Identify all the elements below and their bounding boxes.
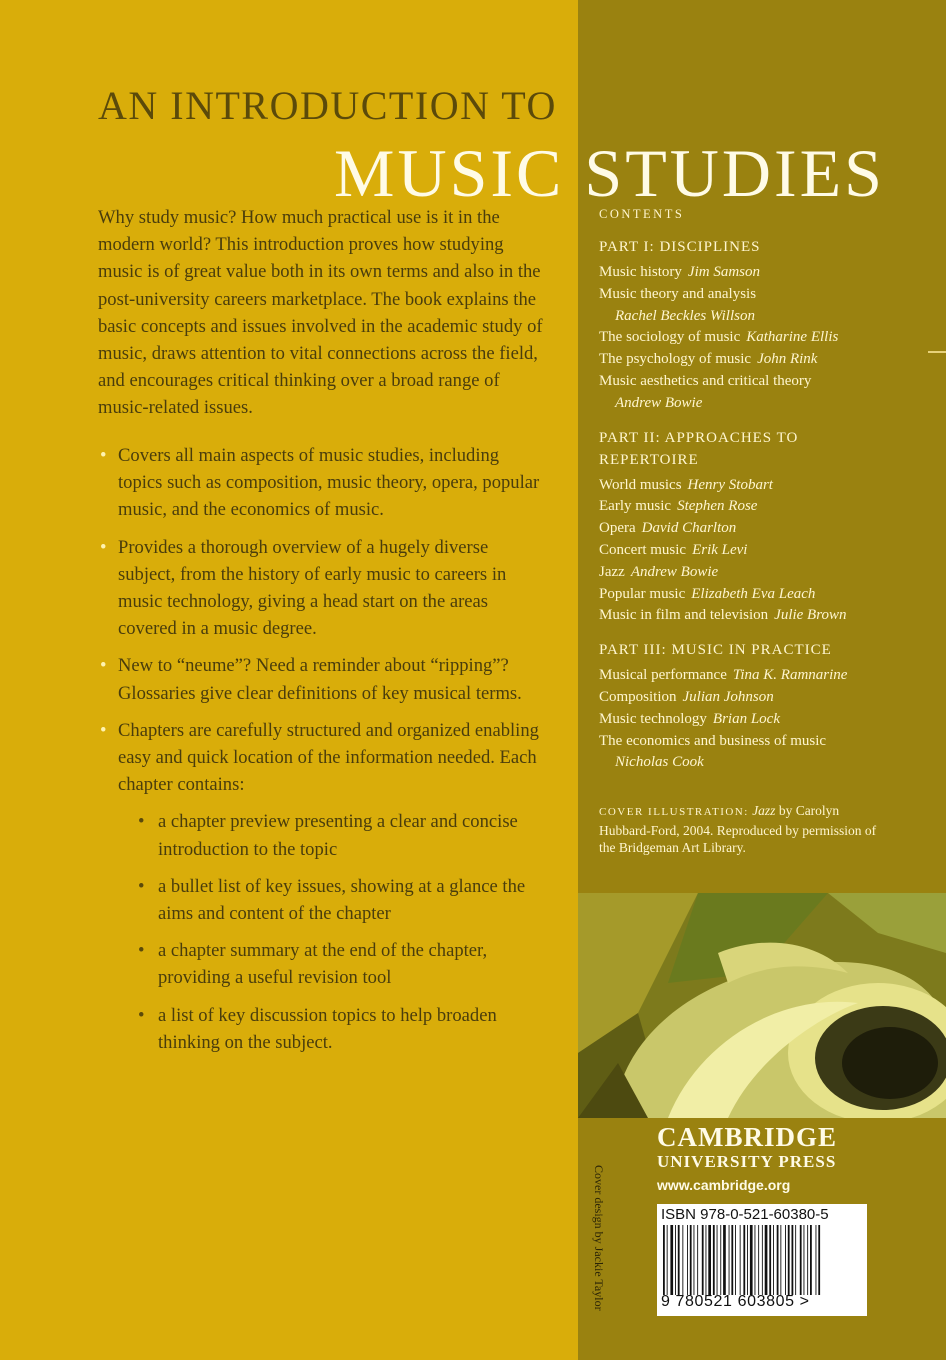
- chapter-author: Tina K. Ramnarine: [732, 667, 848, 684]
- intro-text: Why study music? How much practical use is it in the modern world? This introduction proves how studying music is of great value both in its own terms and also in the post-university careers marketplace. The book explains the basic concepts and issues involved in the academic study of music, draws attention to vital connections across the field, and encourages critical thinking over a broad range of music-related issues.: [98, 207, 543, 419]
- barcode-bar: [706, 1225, 707, 1295]
- barcode-bar: [670, 1225, 673, 1295]
- chapter-author: Rachel Beckles Willson: [615, 307, 755, 324]
- chapter-title: Concert music: [599, 541, 687, 558]
- barcode-bar: [785, 1225, 786, 1295]
- barcode-bar: [780, 1225, 781, 1295]
- barcode-bar: [729, 1225, 730, 1295]
- chapter-title: Jazz: [599, 563, 625, 580]
- bullet-dot-icon: •: [100, 655, 107, 677]
- barcode-bar: [747, 1225, 748, 1295]
- cover-design-credit: [590, 1165, 610, 1315]
- chapter-author: Elizabeth Eva Leach: [691, 585, 816, 602]
- designer-credit-text: Cover design by Jackie Taylor: [592, 1165, 606, 1311]
- bullet-text: Provides a thorough overview of a hugely diverse subject, from the history of early music to careers in music technology, giving a head start on the areas covered in a music degree.: [118, 536, 507, 640]
- bullet-text: Covers all main aspects of music studies, including topics such as composition, music theory, opera, popular music, and the economics of music.: [118, 445, 540, 521]
- barcode-bar: [731, 1225, 733, 1295]
- barcode-bar: [777, 1225, 779, 1295]
- chapter-author: Henry Stobart: [687, 476, 773, 493]
- chapter-author: Andrew Bowie: [615, 394, 703, 411]
- chapter-title: Music aesthetics and critical theory: [599, 372, 812, 389]
- chapter-author: Julie Brown: [774, 607, 847, 624]
- artwork-by: by: [778, 803, 793, 818]
- barcode-bar: [743, 1225, 745, 1295]
- cover-illustration-label: COVER ILLUSTRATION:: [599, 806, 749, 818]
- contents-entry: [599, 496, 899, 518]
- chapter-title: The economics and business of music: [599, 732, 827, 749]
- barcode-bar: [816, 1225, 817, 1295]
- barcode-bar: [678, 1225, 680, 1295]
- contents-label: CONTENTS: [599, 207, 685, 221]
- barcode-bar: [697, 1225, 698, 1295]
- sub-bullet-item: [118, 808, 546, 862]
- chapter-title: Music technology: [599, 710, 707, 727]
- sub-bullet-text: a bullet list of key issues, showing at a glance the aims and content of the chapter: [158, 875, 526, 925]
- contents-entry: [599, 665, 899, 687]
- barcode-bar: [788, 1225, 790, 1295]
- sub-bullet-dot-icon: •: [138, 875, 145, 897]
- part-3-heading: PART III: MUSIC IN PRACTICE: [599, 642, 832, 659]
- barcode-bar: [675, 1225, 676, 1295]
- publisher-name: CAMBRIDGE: [657, 1122, 838, 1152]
- chapter-title: Musical performance: [599, 667, 727, 684]
- spine-tick-mark: [928, 351, 946, 353]
- chapter-author: Brian Lock: [712, 710, 780, 727]
- intro-blurb: [98, 204, 543, 422]
- bullet-item: [98, 652, 546, 706]
- bullet-dot-icon: •: [100, 445, 107, 466]
- chapter-author: Andrew Bowie: [630, 563, 719, 580]
- barcode-bar: [723, 1225, 726, 1295]
- barcode-bar: [807, 1225, 808, 1295]
- title-line-2: [334, 134, 885, 213]
- contents-entry: [599, 371, 899, 415]
- sub-bullet-text: a chapter summary at the end of the chapter, providing a useful revision tool: [158, 940, 488, 989]
- publisher-url: www.cambridge.org: [657, 1177, 791, 1193]
- sub-bullet-text: a list of key discussion topics to help broaden thinking on the subject.: [158, 1004, 497, 1053]
- chapter-title: Early music: [599, 498, 672, 515]
- cover-artwork: [578, 893, 946, 1118]
- cover-illustration-credit: [599, 802, 879, 857]
- chapter-title: The sociology of music: [599, 329, 741, 346]
- bullet-item: [98, 534, 546, 643]
- chapter-title: The psychology of music: [599, 351, 752, 368]
- chapter-author: David Charlton: [641, 520, 737, 537]
- sub-bullet-dot-icon: •: [138, 811, 145, 833]
- chapter-title: World musics: [599, 476, 682, 493]
- contents-entry: [599, 475, 899, 497]
- jazz-painting-image: [578, 893, 946, 1118]
- contents-entry: [599, 327, 899, 349]
- barcode-bar: [735, 1225, 736, 1295]
- bullet-item: [98, 717, 546, 1056]
- bullet-text: Chapters are carefully structured and organized enabling easy and quick location of the information needed. Each chapter contains:: [118, 719, 539, 796]
- barcode-bar: [720, 1225, 721, 1295]
- barcode-bar: [690, 1225, 692, 1295]
- barcode-bar: [717, 1225, 718, 1295]
- chapter-title: Popular music: [599, 585, 686, 602]
- chapter-author: Erik Levi: [692, 541, 748, 558]
- part-2-heading: PART II: APPROACHES TO REPERTOIRE: [599, 429, 799, 468]
- chapter-author: John Rink: [757, 351, 818, 368]
- sub-bullet-text: a chapter preview presenting a clear and concise introduction to the topic: [158, 811, 518, 860]
- barcode-bars-icon: [661, 1225, 863, 1295]
- feature-bullets: [98, 442, 546, 1066]
- barcode-bar: [762, 1225, 763, 1295]
- barcode-bar: [750, 1225, 753, 1295]
- sub-bullet-item: [118, 937, 546, 991]
- barcode-bar: [810, 1225, 812, 1295]
- chapter-title: Music in film and television: [599, 607, 769, 624]
- isbn-barcode: [657, 1204, 867, 1316]
- chapter-title: Opera: [599, 520, 636, 537]
- chapter-title: Music theory and analysis: [599, 285, 757, 302]
- sub-bullet-dot-icon: •: [138, 1004, 145, 1026]
- chapter-author: Stephen Rose: [677, 498, 758, 515]
- contents-entry: [599, 349, 899, 371]
- chapter-title: Composition: [599, 688, 677, 705]
- contents-entry: [599, 605, 899, 627]
- sub-bullet-item: [118, 873, 546, 927]
- publisher-subname: UNIVERSITY PRESS: [657, 1152, 837, 1171]
- barcode-bar: [682, 1225, 683, 1295]
- table-of-contents: [599, 207, 899, 774]
- barcode-bar: [758, 1225, 759, 1295]
- chapter-features-list: [118, 808, 546, 1056]
- barcode-bar: [713, 1225, 715, 1295]
- artwork-title: Jazz: [752, 803, 776, 818]
- contents-entry: [599, 284, 899, 328]
- bullet-dot-icon: •: [100, 719, 107, 741]
- publisher-logo: [657, 1122, 837, 1198]
- contents-entry: [599, 709, 899, 731]
- contents-entry: [599, 518, 899, 540]
- part-1-heading: PART I: DISCIPLINES: [599, 239, 761, 255]
- sub-bullet-dot-icon: •: [138, 940, 145, 962]
- artwork-details: Carolyn Hubbard-Ford, 2004. Reproduced by permission of the Bridgeman Art Library.: [599, 803, 877, 855]
- barcode-bar: [708, 1225, 711, 1295]
- barcode-digits: 9 780521 603805 >: [661, 1293, 810, 1310]
- chapter-author: Katharine Ellis: [746, 329, 839, 346]
- barcode-bar: [804, 1225, 805, 1295]
- barcode-bar: [687, 1225, 688, 1295]
- barcode-bar: [792, 1225, 794, 1295]
- title-line-1: AN INTRODUCTION TO: [98, 83, 557, 128]
- contents-entry: [599, 731, 899, 775]
- barcode-bar: [740, 1225, 741, 1295]
- contents-entry: [599, 562, 899, 584]
- barcode-bar: [755, 1225, 756, 1295]
- barcode-bar: [795, 1225, 796, 1295]
- chapter-title: Music history: [599, 264, 682, 280]
- title-word-studies: STUDIES: [584, 135, 885, 211]
- contents-entry: [599, 262, 899, 284]
- chapter-author: Nicholas Cook: [615, 754, 704, 771]
- sub-bullet-item: [118, 1002, 546, 1056]
- barcode-bar: [702, 1225, 704, 1295]
- barcode-bar: [773, 1225, 774, 1295]
- barcode-bar: [667, 1225, 668, 1295]
- bullet-item: [98, 442, 546, 524]
- barcode-bar: [663, 1225, 665, 1295]
- contents-entry: [599, 687, 899, 709]
- chapter-author: Jim Samson: [687, 264, 760, 280]
- barcode-bar: [694, 1225, 695, 1295]
- barcode-bar: [800, 1225, 802, 1295]
- barcode-bar: [818, 1225, 820, 1295]
- contents-entry: [599, 584, 899, 606]
- bullet-text: New to “neume”? Need a reminder about “ripping”? Glossaries give clear definitions of key musical terms.: [118, 655, 522, 704]
- barcode-bar: [765, 1225, 768, 1295]
- isbn-label: ISBN 978-0-521-60380-5: [661, 1206, 829, 1223]
- contents-entry: [599, 540, 899, 562]
- barcode-bar: [769, 1225, 771, 1295]
- chapter-author: Julian Johnson: [682, 688, 774, 705]
- bullet-dot-icon: •: [100, 536, 107, 558]
- title-word-music: MUSIC: [334, 135, 565, 211]
